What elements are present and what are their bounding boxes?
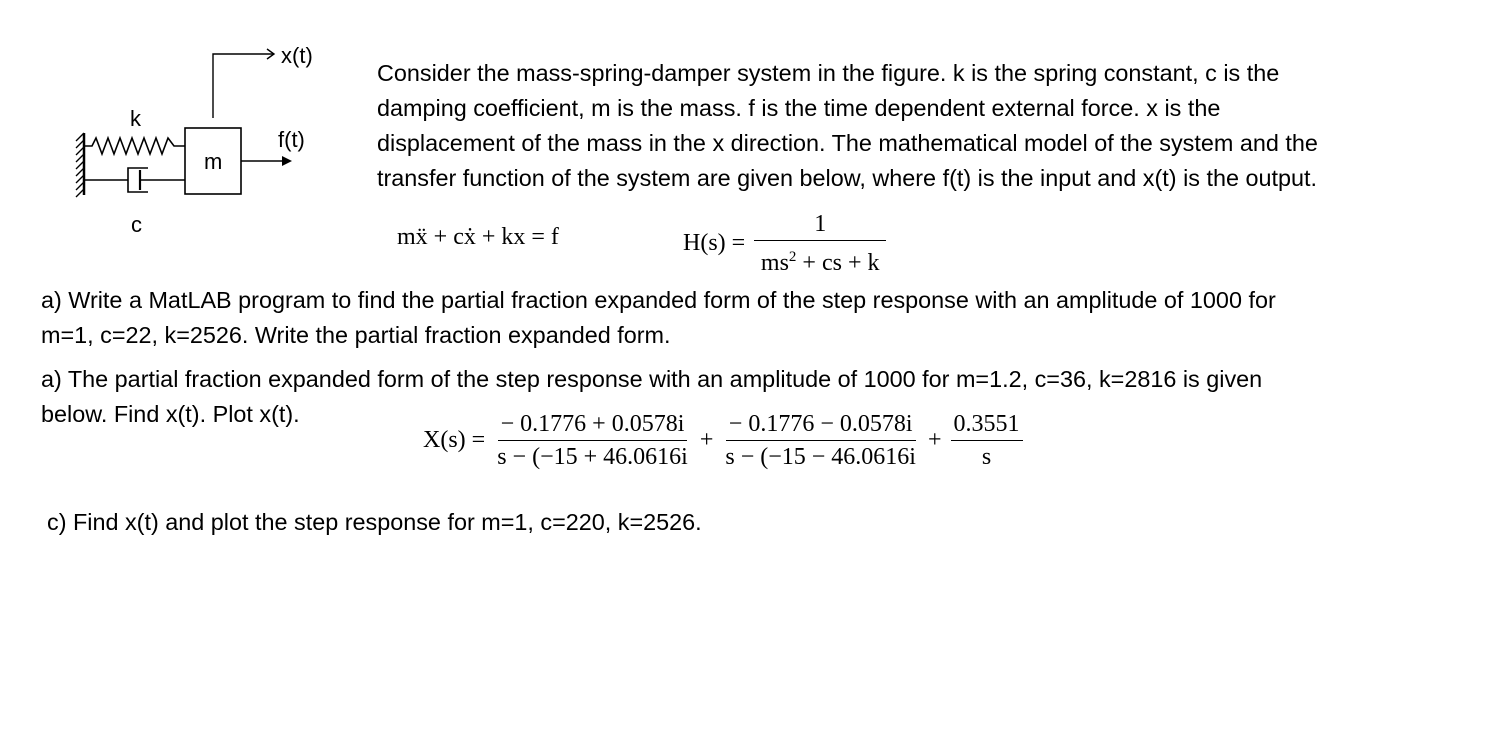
question-b-line2: below. Find x(t). Plot x(t).	[41, 401, 300, 427]
intro-line: damping coefficient, m is the mass. f is the time dependent external force. x is the	[377, 95, 1221, 121]
displacement-arrow	[213, 54, 274, 118]
partial-fraction-equation	[420, 410, 1023, 471]
label-c: c	[131, 212, 142, 237]
intro-line: Consider the mass-spring-damper system in the figure. k is the spring constant, c is the	[377, 60, 1280, 86]
damper	[84, 168, 185, 192]
question-a-line1: a) Write a MatLAB program to find the partial fraction expanded form of the step response with an amplitude of 1000 for	[41, 287, 1276, 313]
fraction-term-1	[494, 410, 691, 471]
fraction-numerator: 1	[754, 210, 886, 241]
question-c: c) Find x(t) and plot the step response for m=1, c=220, k=2526.	[47, 509, 702, 535]
den-rest: + cs + k	[796, 250, 880, 276]
fraction-term-3	[951, 410, 1023, 471]
force-arrowhead	[282, 156, 292, 166]
intro-line: displacement of the mass in the x direction. The mathematical model of the system and the	[377, 130, 1318, 156]
intro-line: transfer function of the system are given below, where f(t) is the input and x(t) is the output.	[377, 165, 1317, 191]
term-1-numerator: − 0.1776 + 0.0578i	[498, 410, 688, 441]
label-f: f(t)	[278, 127, 305, 152]
den-ms: ms	[760, 250, 789, 276]
mass-spring-damper-figure	[60, 30, 340, 250]
term-2-denominator: s − (−15 − 46.0616i	[725, 444, 916, 470]
transfer-function-equation	[680, 210, 886, 277]
fraction-denominator	[758, 241, 883, 277]
term-1-denominator: s − (−15 + 46.0616i	[497, 444, 688, 470]
spring	[84, 138, 185, 154]
term-3-denominator: s	[981, 444, 992, 470]
label-k: k	[130, 106, 141, 131]
equation-of-motion-text: mẍ + cẋ + kx = f	[397, 224, 559, 250]
term-3-numerator: 0.3551	[951, 410, 1023, 441]
transfer-function-fraction	[754, 210, 886, 277]
transfer-function-lhs: H(s) =	[683, 230, 746, 256]
plus-sign: +	[927, 427, 942, 453]
partial-fraction-lhs: X(s) =	[423, 427, 486, 453]
equation-of-motion	[397, 224, 559, 251]
term-2-numerator: − 0.1776 − 0.0578i	[726, 410, 916, 441]
label-x: x(t)	[281, 43, 313, 68]
fraction-term-2	[722, 410, 919, 471]
label-m: m	[204, 149, 223, 174]
plus-sign: +	[699, 427, 714, 453]
question-b-line1: a) The partial fraction expanded form of the step response with an amplitude of 1000 for m=1.2, c=36, k=2816 is given	[41, 366, 1263, 392]
question-a-line2: m=1, c=22, k=2526. Write the partial fraction expanded form.	[41, 322, 671, 348]
den-exponent: 2	[788, 249, 797, 265]
